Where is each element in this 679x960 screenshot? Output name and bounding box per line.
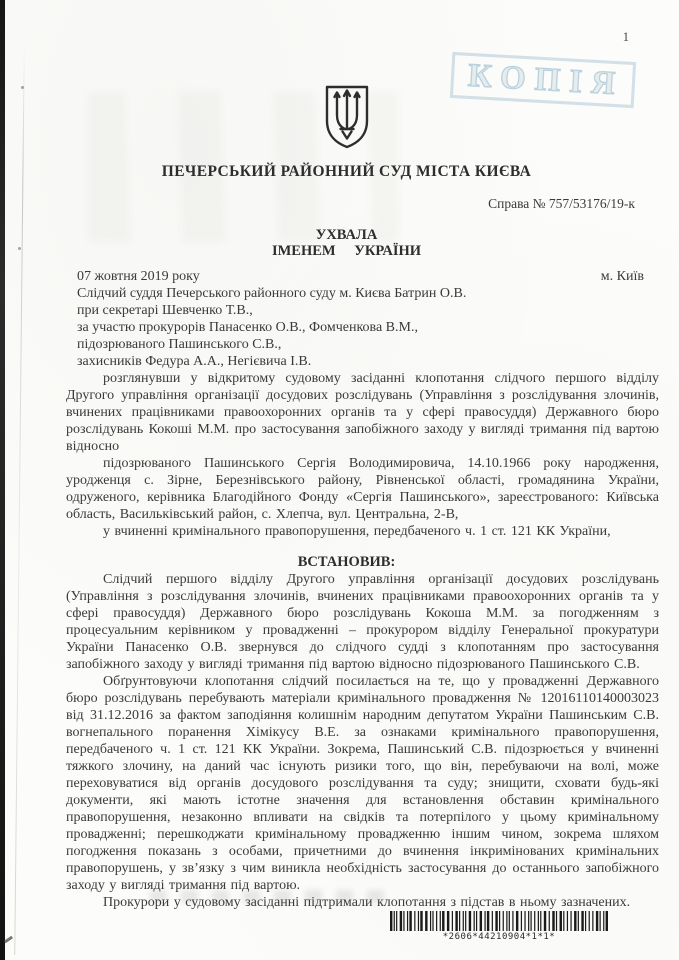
- dateline: [66, 268, 659, 285]
- preamble-paragraph: у вчиненні кримінального правопорушення, передбаченого ч. 1 ст. 121 КК України,: [103, 524, 611, 539]
- resolution-paragraph: Прокурори у судовому засіданні підтримали клопотання з підстав в ньому зазначених.: [103, 895, 631, 910]
- barcode-value: *2606*44210904*1*1*: [442, 932, 556, 942]
- scan-speckle: [21, 86, 24, 89]
- participant-line-suspect: підозрюваного Пашинського С.В.,: [77, 337, 282, 352]
- participant-line-secretary: при секретарі Шевченко Т.В.,: [77, 303, 253, 318]
- decision-place: м. Київ: [600, 269, 644, 284]
- preamble-paragraph: підозрюваного Пашинського Сергія Володимировича, 14.10.1966 року народження, уродженця с. Зірне, Березнівського району, Рівненської області, громадянина України, одруженого, керівника Благодійного Фонду «Сергія Пашинського», зареєстрованого: Київська область, Васильківський район, с. Хлепча, вул. Центральна, 2-В,: [66, 456, 659, 522]
- copy-stamp: КОПІЯ: [450, 52, 636, 108]
- resolution-paragraph: Слідчий першого відділу Другого управління організації досудових розслідувань (Управління з розслідування злочинів, вчинених працівниками правоохоронних органів та у сфері правосуддя) Державного бюро розслідувань Кокоша М.М. за погодженням з процесуальним керівником у провадженні – прокурором відділу Генеральної прокуратури України Панасенко О.В. звернувся до слідчого судді з клопотанням про застосування запобіжного заходу у вигляді тримання під вартою відносно підозрюваного Пашинського С.В.: [66, 572, 659, 672]
- preamble-paragraph: розглянувши у відкритому судовому засіданні клопотання слідчого першого відділу Другого управління організації досудових розслідувань (Управління з розслідування злочинів, вчинених працівниками правоохоронних органів та у сфері правосуддя) Державного бюро розслідувань Кокоші М.М. про застосування запобіжного заходу у вигляді тримання під вартою відносно: [66, 371, 659, 454]
- court-name-heading: ПЕЧЕРСЬКИЙ РАЙОННИЙ СУД МІСТА КИЄВА: [161, 163, 532, 180]
- case-number: Справа № 757/53176/19-к: [488, 196, 635, 211]
- barcode-icon: [390, 911, 608, 931]
- document-title-line1: УХВАЛА: [315, 227, 378, 243]
- scan-corner-mark: [4, 936, 13, 944]
- ukraine-trident-emblem: [50, 85, 643, 154]
- document-title: [50, 227, 643, 259]
- document-title-line2: ІМЕНЕМ УКРАЇНИ: [271, 243, 422, 259]
- document-content: [66, 28, 659, 911]
- resolution-paragraph: Обґрунтовуючи клопотання слідчий посилається на те, що у провадженні Державного бюро розслідувань перебувають матеріали кримінального провадження № 12016110140003023 від 31.12.2016 за фактом заподіяння колишнім народним депутатом України Пашинським С.В. вогнепального поранення Хімікусу В.Е. за ознаками кримінального правопорушення, передбаченого ч. 1 ст. 121 КК України. Зокрема, Пашинський С.В. підозрюється у вчиненні тяжкого злочину, на даний час існують ризики того, що він, перебуваючи на волі, може переховуватися від органів досудового розслідування та суду; знищити, сховати будь-які документи, які мають істотне значення для встановлення обставин кримінального правопорушення, незаконно впливати на свідків та потерпілого у цьому кримінальному провадженні; перешкоджати кримінальному провадженню іншим чином, зокрема шляхом погодження показань з особами, причетними до вчинення інкримінованих кримінальних правопорушень, у зв’язку з чим виникла необхідність застосування до останнього запобіжного заходу у вигляді тримання під вартою.: [66, 674, 659, 893]
- scan-speckle: [18, 247, 21, 250]
- barcode-block: [390, 911, 608, 942]
- page-number: 1: [622, 30, 629, 44]
- participants-block: [66, 285, 659, 370]
- participant-line-prosecutors: за участю прокурорів Панасенко О.В., Фомченкова В.М.,: [77, 320, 418, 335]
- established-heading: ВСТАНОВИВ:: [297, 554, 396, 570]
- scan-edge-strip: [0, 0, 5, 960]
- participant-line-judge: Слідчий суддя Печерського районного суду м. Києва Батрин О.В.: [77, 286, 467, 301]
- decision-date: 07 жовтня 2019 року: [77, 269, 200, 284]
- participant-line-defenders: захисників Федура А.А., Негієвича І.В.: [77, 354, 312, 369]
- scan-crease-line: [14, 45, 25, 955]
